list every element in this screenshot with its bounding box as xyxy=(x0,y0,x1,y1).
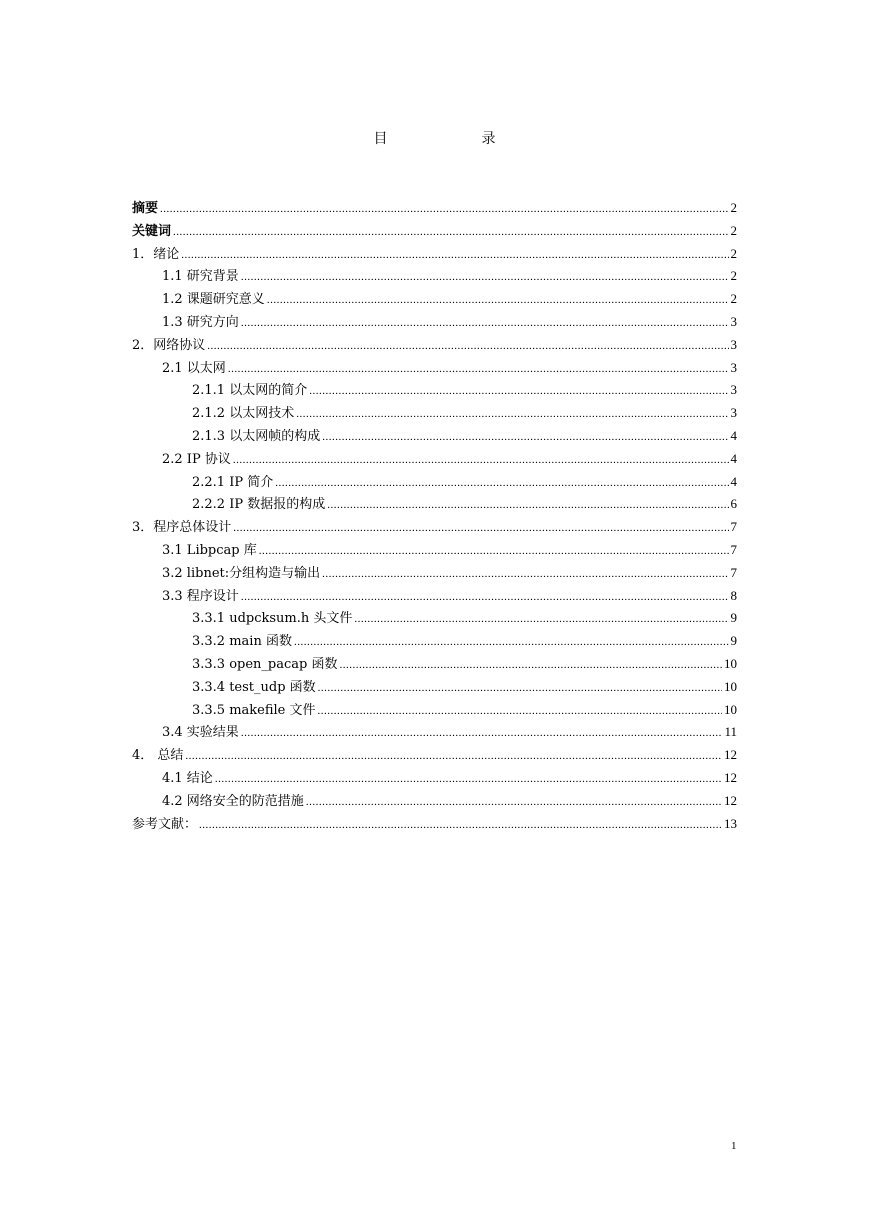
toc-entry-page: 3 xyxy=(730,405,737,421)
toc-title: 目 录 xyxy=(373,131,536,147)
dot-leader xyxy=(259,540,729,563)
toc-entry[interactable] xyxy=(132,516,737,539)
toc-entry-label: 摘要 xyxy=(132,201,159,216)
dot-leader xyxy=(215,768,722,791)
dot-leader xyxy=(241,312,729,335)
toc-entry[interactable] xyxy=(132,402,737,425)
toc-entry[interactable] xyxy=(132,379,737,402)
toc-entry[interactable] xyxy=(132,425,737,448)
toc-entry-label: 3.3 程序设计 xyxy=(162,588,239,604)
toc-entry-page: 10 xyxy=(724,701,737,717)
toc-entry[interactable] xyxy=(132,448,737,471)
toc-entry-page: 2 xyxy=(730,200,737,215)
toc-entry-label: 3.3.5 makefile 文件 xyxy=(192,702,316,718)
toc-entry-page: 7 xyxy=(730,519,737,535)
toc-entry-label: 2.1 以太网 xyxy=(162,360,226,376)
toc-entry-label: 4.2 网络安全的防范措施 xyxy=(162,793,304,809)
page-number: 1 xyxy=(731,1140,737,1152)
dot-leader xyxy=(267,289,729,312)
toc-entry-label: 2.1.1 以太网的简介 xyxy=(192,383,308,399)
dot-leader xyxy=(318,700,722,723)
toc-entry-label: 1．绪论 xyxy=(132,246,180,262)
toc-entry[interactable] xyxy=(132,265,737,288)
dot-leader xyxy=(241,266,729,289)
toc-entry[interactable] xyxy=(132,288,737,311)
toc-entry[interactable] xyxy=(132,243,737,266)
toc-entry[interactable] xyxy=(132,676,737,699)
toc-entry[interactable] xyxy=(132,357,737,380)
toc-entry-page: 3 xyxy=(730,359,737,375)
toc-entry-page: 8 xyxy=(730,587,737,603)
toc-entry[interactable] xyxy=(132,220,737,243)
toc-entry-label: 3.4 实验结果 xyxy=(162,725,239,741)
dot-leader xyxy=(160,198,728,221)
toc-entry-page: 4 xyxy=(730,427,737,443)
toc-entry-page: 9 xyxy=(730,610,737,626)
toc-entry-page: 11 xyxy=(724,724,737,740)
toc-entry[interactable] xyxy=(132,585,737,608)
toc-entry-label: 关键词 xyxy=(132,223,172,239)
dot-leader xyxy=(233,449,729,472)
toc-entry[interactable] xyxy=(132,334,737,357)
dot-leader xyxy=(339,654,722,677)
dot-leader xyxy=(228,358,729,381)
toc-entry[interactable] xyxy=(132,471,737,494)
toc-entry-label: 3.2 libnet:分组构造与输出 xyxy=(162,565,321,581)
toc-entry[interactable] xyxy=(132,721,737,744)
toc-entry[interactable] xyxy=(132,493,737,516)
toc-entry-page: 9 xyxy=(730,633,737,649)
toc-entry-label: 3.3.3 open_pacap 函数 xyxy=(192,656,338,672)
toc-entry-label: 3.3.1 udpcksum.h 头文件 xyxy=(192,611,353,627)
toc-entry-label: 参考文献： xyxy=(132,816,198,832)
dot-leader xyxy=(306,791,722,814)
dot-leader xyxy=(322,426,728,449)
toc-entry[interactable] xyxy=(132,813,737,836)
toc-entry-page: 10 xyxy=(724,678,737,694)
dot-leader xyxy=(354,608,728,631)
toc-entry-label: 2.1.3 以太网帧的构成 xyxy=(192,428,321,444)
dot-leader xyxy=(309,380,728,403)
toc-entry-page: 12 xyxy=(724,792,737,808)
toc-entry-page: 7 xyxy=(730,541,737,557)
toc-entry-label: 3.1 Libpcap 库 xyxy=(162,542,257,558)
toc-entry-page: 2 xyxy=(730,268,737,284)
toc-entry-label: 2.2.2 IP 数据报的构成 xyxy=(192,497,326,513)
dot-leader xyxy=(207,335,728,358)
toc-entry-label: 3.3.2 main 函数 xyxy=(192,634,292,650)
toc-entry-label: 1.1 研究背景 xyxy=(162,269,239,285)
toc-entry-page: 4 xyxy=(730,473,737,489)
toc-entry-page: 13 xyxy=(724,815,737,831)
toc-entry-label: 2.1.2 以太网技术 xyxy=(192,406,295,422)
dot-leader xyxy=(327,494,728,517)
toc-entry[interactable] xyxy=(132,311,737,334)
toc-entry-label: 2.2.1 IP 简介 xyxy=(192,474,274,490)
toc-entry-label: 2.2 IP 协议 xyxy=(162,451,231,467)
dot-leader xyxy=(233,517,728,540)
dot-leader xyxy=(181,244,728,267)
toc-entry[interactable] xyxy=(132,744,737,767)
toc-entry-label: 3.3.4 test_udp 函数 xyxy=(192,679,316,695)
toc-entry-page: 12 xyxy=(724,747,737,763)
toc-entry-page: 4 xyxy=(730,450,737,466)
dot-leader xyxy=(275,472,728,495)
toc-entry-page: 3 xyxy=(730,313,737,329)
toc-entry-label: 3．程序总体设计 xyxy=(132,520,232,536)
dot-leader xyxy=(296,403,728,426)
toc-entry-page: 12 xyxy=(724,769,737,785)
toc-entry[interactable] xyxy=(132,699,737,722)
dot-leader xyxy=(241,722,723,745)
toc-entry-label: 4． 总结 xyxy=(132,748,184,764)
toc-entry-page: 6 xyxy=(730,496,737,512)
toc-entry-page: 3 xyxy=(730,382,737,398)
toc-entry[interactable] xyxy=(132,630,737,653)
toc-entry-page: 10 xyxy=(724,655,737,671)
toc-entry-page: 2 xyxy=(730,245,737,261)
dot-leader xyxy=(322,563,728,586)
toc-entry-label: 1.3 研究方向 xyxy=(162,314,239,330)
toc-entry[interactable] xyxy=(132,197,737,220)
dot-leader xyxy=(294,631,729,654)
toc-entry[interactable] xyxy=(132,562,737,585)
dot-leader xyxy=(185,745,722,768)
dot-leader xyxy=(173,221,728,244)
toc-entry-label: 2．网络协议 xyxy=(132,337,206,353)
toc-entry-label: 1.2 课题研究意义 xyxy=(162,292,265,308)
toc-entry-page: 2 xyxy=(730,222,737,238)
toc-entry-page: 2 xyxy=(730,291,737,307)
toc-entry[interactable] xyxy=(132,790,737,813)
toc-entry-page: 7 xyxy=(730,564,737,580)
dot-leader xyxy=(318,677,722,700)
toc-entry-label: 4.1 结论 xyxy=(162,770,213,786)
toc-entry-page: 3 xyxy=(730,336,737,352)
toc-entry[interactable] xyxy=(132,539,737,562)
dot-leader xyxy=(199,814,722,837)
toc-entry[interactable] xyxy=(132,767,737,790)
table-of-contents xyxy=(132,197,737,835)
dot-leader xyxy=(241,586,729,609)
toc-entry[interactable] xyxy=(132,653,737,676)
toc-entry[interactable] xyxy=(132,607,737,630)
